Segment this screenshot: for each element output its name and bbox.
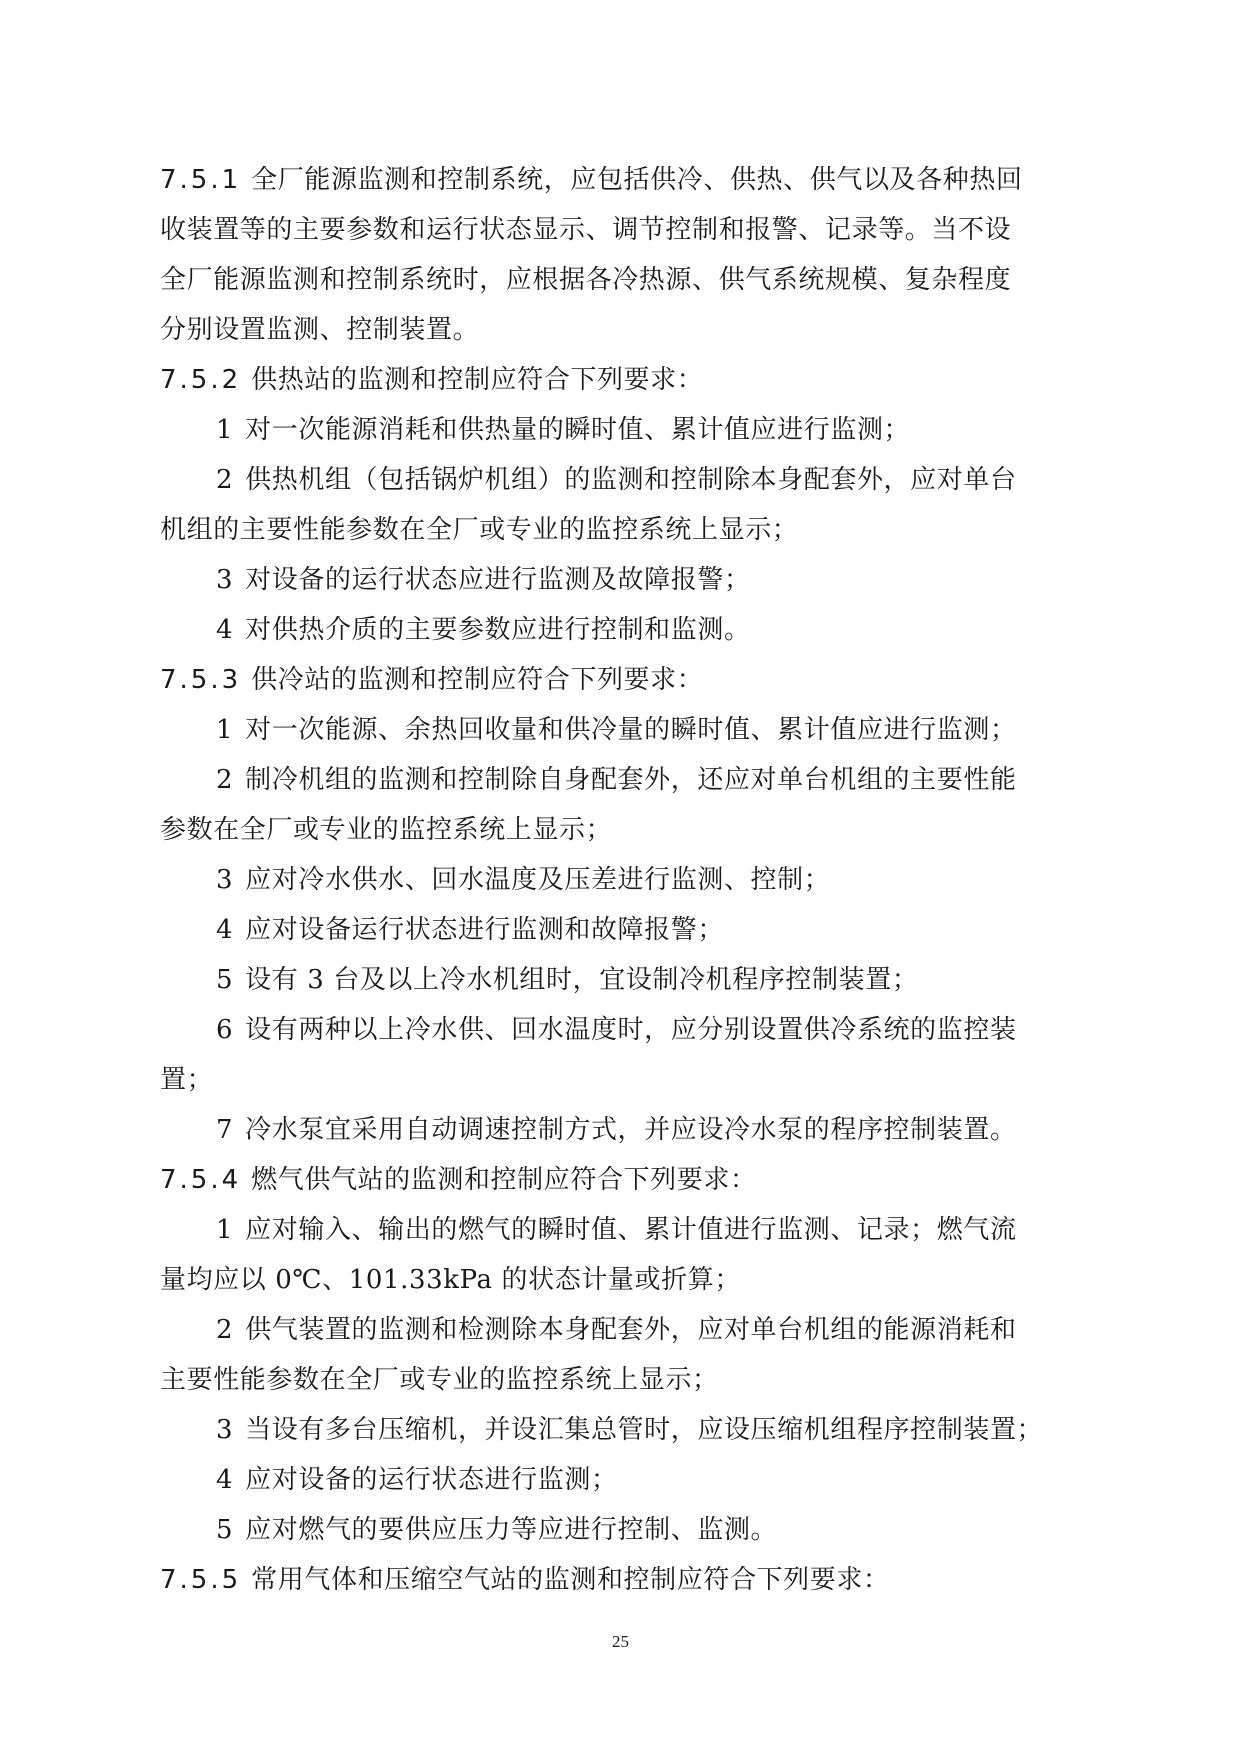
item-number: 5 bbox=[216, 1515, 234, 1545]
clause-line bbox=[160, 1160, 757, 1200]
clause-text: 常用气体和压缩空气站的监测和控制应符合下列要求： bbox=[251, 1565, 890, 1595]
item-continuation bbox=[160, 810, 612, 850]
clause-text: 全厂能源监测和控制系统，应包括供冷、供热、供气以及各种热回 bbox=[251, 165, 1023, 195]
item-number: 3 bbox=[216, 565, 234, 595]
list-item bbox=[216, 610, 751, 650]
item-continuation bbox=[160, 1060, 213, 1100]
clause-line bbox=[160, 1560, 890, 1600]
clause-line bbox=[160, 360, 703, 400]
clause-number: 7.5.3 bbox=[160, 665, 242, 695]
item-text: 机组的主要性能参数在全厂或专业的监控系统上显示； bbox=[160, 515, 799, 545]
item-number: 2 bbox=[216, 465, 234, 495]
list-item bbox=[216, 1010, 1017, 1050]
list-item bbox=[216, 760, 1017, 800]
item-number: 5 bbox=[216, 965, 234, 995]
item-text: 应对设备的运行状态进行监测； bbox=[245, 1465, 618, 1495]
item-text: 设有两种以上冷水供、回水温度时，应分别设置供冷系统的监控装 bbox=[245, 1015, 1017, 1045]
item-number: 3 bbox=[216, 1415, 234, 1445]
list-item bbox=[216, 1510, 777, 1550]
item-text: 应对冷水供水、回水温度及压差进行监测、控制； bbox=[245, 865, 831, 895]
list-item bbox=[216, 560, 751, 600]
item-number: 2 bbox=[216, 1315, 234, 1345]
clause-continuation bbox=[160, 310, 479, 350]
clause-text: 收装置等的主要参数和运行状态显示、调节控制和报警、记录等。当不设 bbox=[160, 215, 1012, 245]
list-item bbox=[216, 1410, 1043, 1450]
list-item bbox=[216, 860, 830, 900]
clause-text: 供热站的监测和控制应符合下列要求： bbox=[251, 365, 704, 395]
clause-number: 7.5.1 bbox=[160, 165, 242, 195]
clause-line bbox=[160, 160, 1023, 200]
item-text: 参数在全厂或专业的监控系统上显示； bbox=[160, 815, 613, 845]
item-number: 6 bbox=[216, 1015, 234, 1045]
item-number: 1 bbox=[216, 1215, 234, 1245]
clause-number: 7.5.5 bbox=[160, 1565, 242, 1595]
item-number: 4 bbox=[216, 1465, 234, 1495]
item-number: 1 bbox=[216, 415, 234, 445]
clause-text: 燃气供气站的监测和控制应符合下列要求： bbox=[251, 1165, 757, 1195]
item-text: 供气装置的监测和检测除本身配套外，应对单台机组的能源消耗和 bbox=[245, 1315, 1017, 1345]
clause-continuation bbox=[160, 210, 1011, 250]
item-text: 对供热介质的主要参数应进行控制和监测。 bbox=[245, 615, 751, 645]
list-item bbox=[216, 1310, 1017, 1350]
list-item bbox=[216, 460, 1017, 500]
list-item bbox=[216, 910, 724, 950]
item-number: 4 bbox=[216, 915, 234, 945]
clause-text: 分别设置监测、控制装置。 bbox=[160, 315, 480, 345]
item-text: 应对燃气的要供应压力等应进行控制、监测。 bbox=[245, 1515, 778, 1545]
item-number: 2 bbox=[216, 765, 234, 795]
item-text: 制冷机组的监测和控制除自身配套外，还应对单台机组的主要性能 bbox=[245, 765, 1017, 795]
clause-text: 全厂能源监测和控制系统时，应根据各冷热源、供气系统规模、复杂程度 bbox=[160, 265, 1012, 295]
item-text: 对设备的运行状态应进行监测及故障报警； bbox=[245, 565, 751, 595]
item-text: 置； bbox=[160, 1065, 214, 1095]
list-item bbox=[216, 1210, 1017, 1250]
item-text: 量均应以 0℃、101.33kPa 的状态计量或折算； bbox=[160, 1265, 741, 1295]
item-number: 4 bbox=[216, 615, 234, 645]
item-text: 设有 3 台及以上冷水机组时，宜设制冷机程序控制装置； bbox=[245, 965, 919, 995]
item-text: 供热机组（包括锅炉机组）的监测和控制除本身配套外，应对单台 bbox=[245, 465, 1017, 495]
item-continuation bbox=[160, 1260, 741, 1300]
clause-line bbox=[160, 660, 703, 700]
item-text: 应对输入、输出的燃气的瞬时值、累计值进行监测、记录；燃气流 bbox=[245, 1215, 1017, 1245]
clause-text: 供冷站的监测和控制应符合下列要求： bbox=[251, 665, 704, 695]
clause-continuation bbox=[160, 260, 1011, 300]
list-item bbox=[216, 960, 918, 1000]
page-number: 25 bbox=[612, 1632, 629, 1651]
list-item bbox=[216, 1460, 618, 1500]
clause-number: 7.5.2 bbox=[160, 365, 242, 395]
item-number: 3 bbox=[216, 865, 234, 895]
item-continuation bbox=[160, 1360, 719, 1400]
item-continuation bbox=[160, 510, 798, 550]
item-text: 当设有多台压缩机，并设汇集总管时，应设压缩机组程序控制装置； bbox=[245, 1415, 1044, 1445]
list-item bbox=[216, 710, 1017, 750]
item-text: 冷水泵宜采用自动调速控制方式，并应设冷水泵的程序控制装置。 bbox=[245, 1115, 1017, 1145]
item-number: 1 bbox=[216, 715, 234, 745]
list-item bbox=[216, 1110, 1017, 1150]
clause-number: 7.5.4 bbox=[160, 1165, 242, 1195]
item-text: 主要性能参数在全厂或专业的监控系统上显示； bbox=[160, 1365, 719, 1395]
item-number: 7 bbox=[216, 1115, 234, 1145]
list-item bbox=[216, 410, 910, 450]
item-text: 应对设备运行状态进行监测和故障报警； bbox=[245, 915, 724, 945]
item-text: 对一次能源消耗和供热量的瞬时值、累计值应进行监测； bbox=[245, 415, 911, 445]
item-text: 对一次能源、余热回收量和供冷量的瞬时值、累计值应进行监测； bbox=[245, 715, 1017, 745]
